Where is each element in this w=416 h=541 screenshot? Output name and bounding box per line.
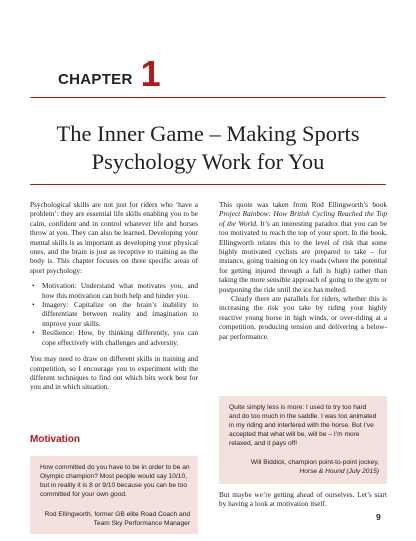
quote-attribution — [44, 510, 190, 528]
top-divider — [30, 97, 386, 98]
chapter-label: CHAPTER — [58, 71, 133, 88]
quote-attribution-line-2: Horse & Hound (July 2015) — [299, 468, 379, 475]
bottom-divider — [30, 184, 386, 185]
right-paragraph-2: Clearly there are parallels for riders, whether this is increasing the risk you take by riding your highly reactive young horse in high winds, or over-riding at a competition, producing tension and delivering a below-par performance. — [219, 294, 387, 341]
quote-box-ellingworth — [30, 456, 198, 534]
left-column — [30, 200, 198, 392]
list-item-text: Motivation: Understand what motivates you, and how this motivation can both help and hinder you. — [42, 281, 198, 300]
list-item — [30, 300, 198, 328]
list-item-text: Resilience: How, by thinking differently, you can cope effectively with challenges and adversity. — [42, 328, 198, 347]
bullet-icon: • — [32, 300, 35, 310]
list-item — [30, 328, 198, 347]
quote-attribution-line-1: Will Biddick, champion point-to-point jockey, — [250, 459, 379, 466]
chapter-header — [58, 53, 161, 94]
list-item — [30, 281, 198, 300]
right-paragraph-1-prefix: This quote was taken from Rod Ellingworth’s book — [219, 200, 387, 209]
right-paragraph-1 — [219, 200, 387, 294]
bullet-icon: • — [32, 328, 35, 338]
quote-text: How committed do you have to be in order to be an Olympic champion? Most people would say 10/10, but in reality it is 8 or 9/10 because you can be too committed for your own good. — [40, 464, 190, 498]
chapter-number: 1 — [140, 53, 161, 94]
quote-text: Quite simply less is more: I used to try too hard and do too much in the saddle. I was too animated in my riding and interfered with the horse. But I’ve accepted that what will be, will be – I’m more relaxed, and it pays off! — [229, 404, 377, 447]
chapter-title — [30, 120, 386, 176]
list-item-text: Imagery: Capitalize on the brain’s inability to differentiate between reality and imagination to improve your skills. — [42, 300, 198, 328]
chapter-title-line-2: Psychology Work for You — [91, 149, 325, 174]
intro-paragraph: Psychological skills are not just for riders who ‘have a problem’: they are essential life skills enabling you to be calm, confident and in control whatever life and horses throw at you. They can also be learned. Developing your mental skills is as important as developing your physical ones, and the brain is just as receptive to training as the body is. This chapter focuses on three specific areas of sport psychology: — [30, 200, 198, 275]
closing-paragraph: You may need to draw on different skills in training and competition, so I encourage you to experiment with the different techniques to find out which bits work best for you and in which situation. — [30, 354, 198, 392]
right-paragraph-1-suffix: It’s an interesting paradox that you can be too motivated to reach the top of your sport. In the book, Ellingworth relates this to the level of risk that some highly motivated cyclists are prepared to take – for instance, going training on icy roads (where the potential for getting injured through a fall is high) rather than taking the more sensible approach of going to the gym or postponing the ride until the ice has melted. — [219, 218, 387, 294]
right-column — [219, 200, 387, 341]
right-paragraph-3: But maybe we’re getting ahead of ourselves. Let’s start by having a look at motivation itself. — [219, 490, 387, 509]
book-title: Project Rainbow: How British Cycling Reached the Top of the World. — [219, 209, 387, 228]
quote-attribution — [251, 458, 379, 476]
bullet-icon: • — [32, 281, 35, 291]
section-heading: Motivation — [30, 434, 80, 445]
quote-attribution-line-1: Rod Ellingworth, former GB elite Road Coach and — [44, 511, 190, 518]
quote-attribution-line-2: Team Sky Performance Manager — [93, 520, 190, 527]
focus-areas-list — [30, 281, 198, 347]
quote-box-biddick — [219, 396, 387, 484]
page-number: 9 — [376, 512, 381, 522]
chapter-title-line-1: The Inner Game – Making Sports — [56, 121, 360, 146]
